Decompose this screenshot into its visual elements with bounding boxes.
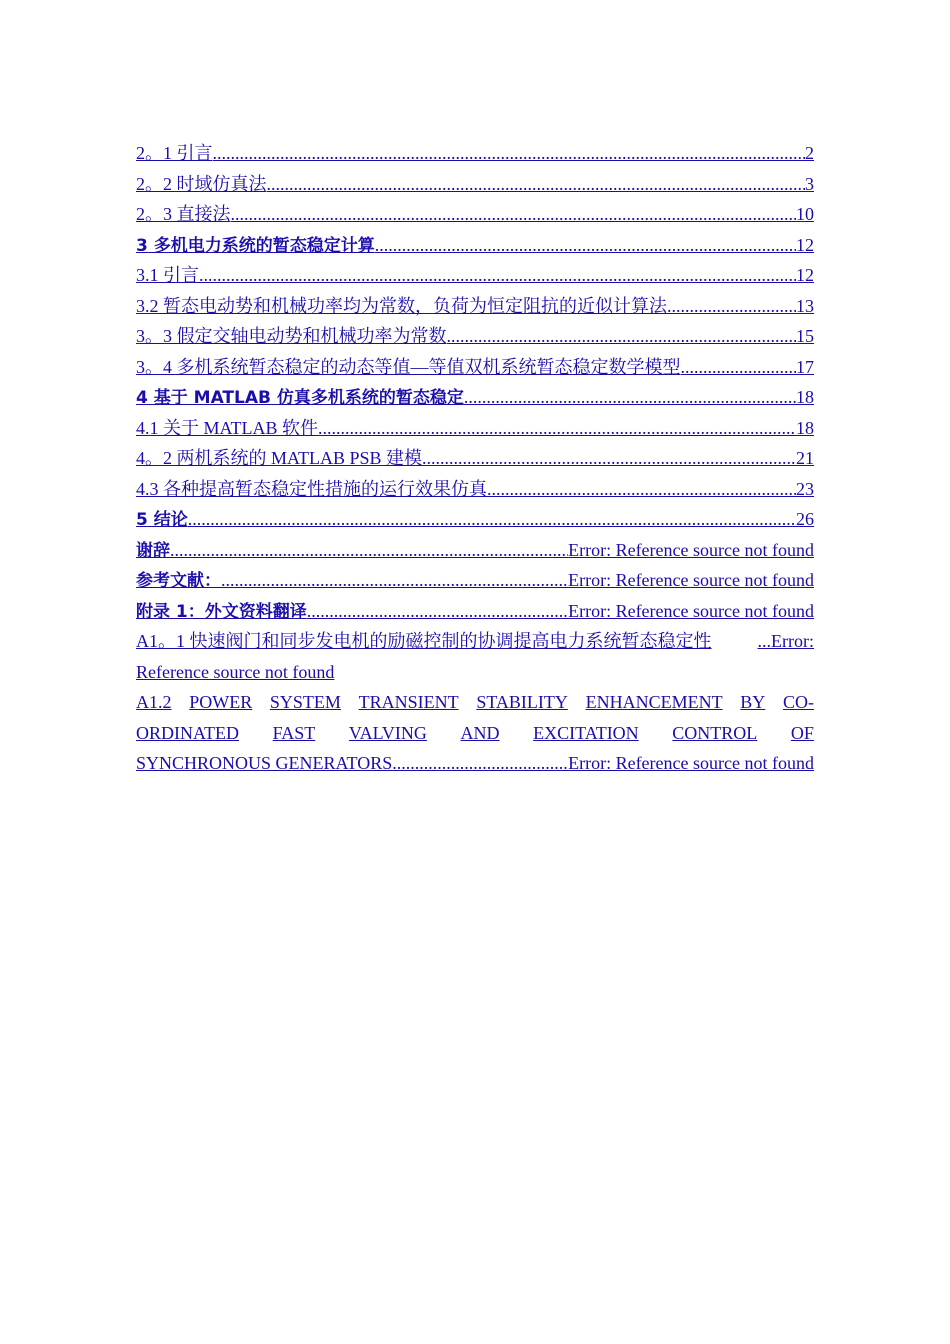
toc-dot-leader — [667, 291, 796, 322]
toc-entry-title: 3 多机电力系统的暂态稳定计算 — [136, 235, 375, 256]
toc-dot-leader — [188, 504, 796, 535]
toc-entry[interactable] — [136, 352, 814, 383]
toc-entry-word: AND — [460, 722, 500, 743]
toc-entry[interactable] — [136, 291, 814, 322]
toc-entry-line — [136, 657, 814, 688]
toc-entry-line — [136, 626, 814, 657]
toc-dot-leader — [422, 443, 796, 474]
toc-page-number: 13 — [796, 295, 814, 316]
toc-entry-line — [136, 687, 814, 718]
toc-dot-leader — [392, 748, 568, 779]
toc-dot-leader — [199, 260, 796, 291]
toc-page-number: 12 — [796, 234, 814, 255]
toc-entry-title: 谢辞 — [136, 540, 170, 561]
toc-entry[interactable] — [136, 199, 814, 230]
toc-entry[interactable] — [136, 535, 814, 566]
toc-page-number: 18 — [796, 417, 814, 438]
toc-entry-word: ENHANCEMENT — [585, 692, 723, 712]
toc-entry-title: 附录 1：外文资料翻译 — [136, 601, 307, 622]
toc-dot-leader — [375, 230, 796, 261]
toc-page-number: 15 — [796, 326, 814, 346]
toc-entry[interactable] — [136, 565, 814, 596]
toc-entry[interactable] — [136, 321, 814, 352]
toc-entry-word: OF — [790, 722, 814, 743]
toc-entry-word: POWER — [189, 692, 253, 712]
toc-entry-title: 3.2 暂态电动势和机械功率均为常数，负荷为恒定阻抗的近似计算法 — [136, 295, 667, 316]
toc-page-number: Error: Reference source not found — [568, 600, 814, 621]
toc-entry-word: STABILITY — [476, 692, 568, 712]
toc-entry[interactable] — [136, 169, 814, 200]
toc-entry[interactable] — [136, 382, 814, 413]
toc-entry-word: FAST — [272, 722, 316, 743]
toc-entry-word: ORDINATED — [136, 722, 239, 743]
toc-entry[interactable] — [136, 413, 814, 444]
toc-entry-title: 参考文献： — [136, 571, 221, 591]
toc-dot-leader — [464, 382, 796, 413]
toc-entry[interactable] — [136, 138, 814, 169]
toc-dot-leader — [447, 321, 797, 352]
toc-entry[interactable] — [136, 443, 814, 474]
toc-entry-line — [136, 748, 814, 779]
toc-dot-leader — [231, 199, 797, 230]
toc-entry[interactable] — [136, 596, 814, 627]
toc-entry-a12[interactable] — [136, 687, 814, 779]
toc-entry-word: BY — [740, 692, 766, 712]
toc-entry-title: 4.1 关于 MATLAB 软件 — [136, 417, 319, 438]
toc-entry-title: 2。1 引言 — [136, 143, 213, 163]
toc-page-number: Error: Reference source not found — [568, 539, 814, 560]
toc-entry[interactable] — [136, 260, 814, 291]
toc-entry-title: SYNCHRONOUS GENERATORS — [136, 753, 393, 773]
toc-entry-title: 3.1 引言 — [136, 265, 199, 285]
toc-entry[interactable] — [136, 474, 814, 505]
toc-entry-word: TRANSIENT — [358, 692, 459, 712]
toc-page-number: 10 — [796, 204, 814, 224]
toc-entry-title: A1。1 快速阀门和同步发电机的励磁控制的协调提高电力系统暂态稳定性 — [136, 631, 712, 651]
toc-entry-title: 4 基于 MATLAB 仿真多机系统的暂态稳定 — [136, 388, 464, 408]
toc-dot-leader — [170, 535, 568, 566]
toc-entry[interactable] — [136, 230, 814, 261]
toc-entry-title: 2。3 直接法 — [136, 204, 231, 224]
toc-page-number: ...Error: — [757, 631, 814, 651]
toc-entry-word: SYSTEM — [269, 692, 341, 712]
toc-page-number-continued: Reference source not found — [136, 661, 335, 682]
toc-entry-title: 3。3 假定交轴电动势和机械功率为常数 — [136, 326, 447, 346]
toc-page-number: 2 — [805, 143, 814, 163]
toc-page-number: 23 — [796, 478, 814, 499]
toc-page-number: 21 — [796, 448, 814, 468]
toc-page-number: 17 — [796, 356, 814, 377]
toc-entry-title: 3。4 多机系统暂态稳定的动态等值—等值双机系统暂态稳定数学模型 — [136, 356, 681, 377]
toc-page-number: 3 — [805, 173, 814, 194]
toc-entry-word: CONTROL — [672, 722, 758, 743]
toc-page-number: 26 — [796, 509, 814, 529]
toc-entry-word: CO- — [783, 692, 814, 712]
toc-dot-leader — [221, 565, 568, 596]
toc-entry-word: VALVING — [348, 722, 427, 743]
toc-entry-title: 4.3 各种提高暂态稳定性措施的运行效果仿真 — [136, 478, 487, 499]
toc-page-number: 18 — [796, 387, 814, 407]
toc-dot-leader — [213, 138, 806, 169]
toc-dot-leader — [681, 352, 797, 383]
toc-page-number: 12 — [796, 265, 814, 285]
toc-page-number: Error: Reference source not found — [568, 753, 814, 773]
table-of-contents — [136, 138, 814, 779]
toc-entry[interactable] — [136, 504, 814, 535]
toc-entry-a11[interactable] — [136, 626, 814, 687]
toc-entry-line — [136, 718, 814, 749]
toc-entry-title: 4。2 两机系统的 MATLAB PSB 建模 — [136, 448, 423, 468]
toc-entry-word: A1.2 — [136, 692, 172, 712]
toc-entry-title: 2。2 时域仿真法 — [136, 173, 267, 194]
toc-dot-leader — [318, 413, 796, 444]
toc-dot-leader — [307, 596, 568, 627]
toc-entry-word: EXCITATION — [533, 722, 639, 743]
toc-dot-leader — [487, 474, 796, 505]
toc-entry-title: 5 结论 — [136, 510, 188, 530]
toc-dot-leader — [267, 169, 806, 200]
toc-page-number: Error: Reference source not found — [568, 570, 814, 590]
